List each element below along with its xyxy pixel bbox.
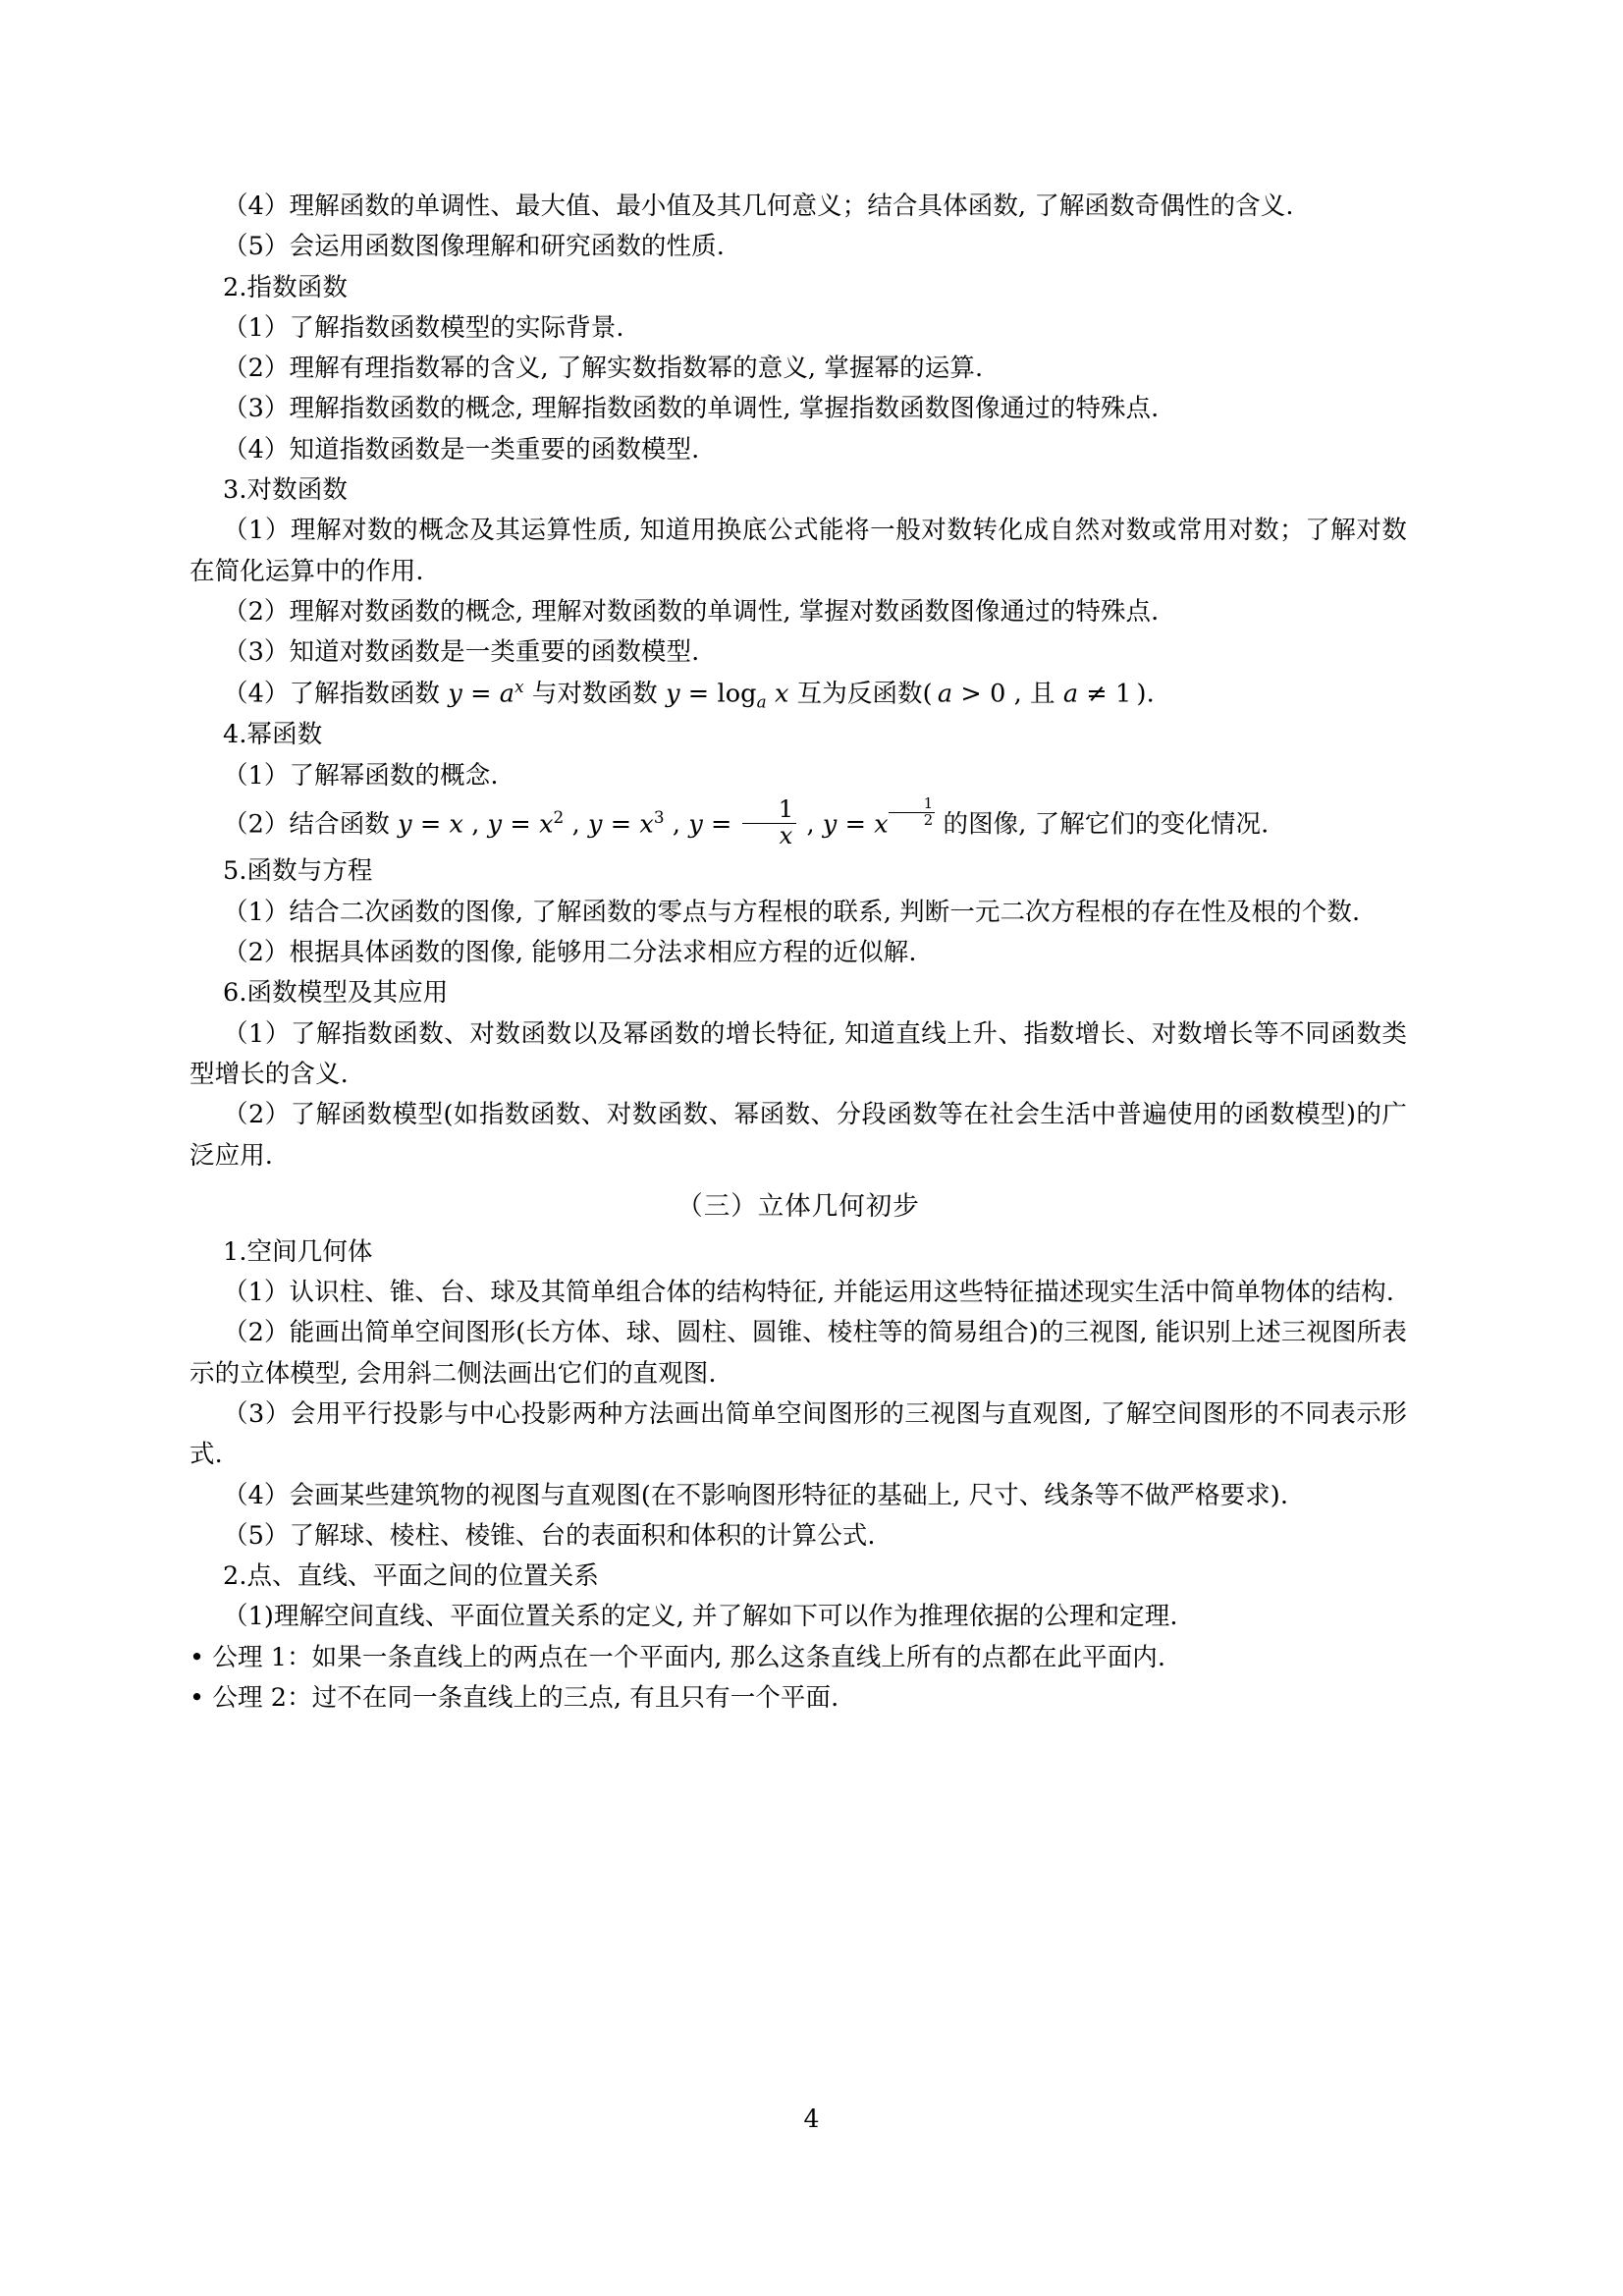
list-heading: 1.空间几何体 [223, 1236, 373, 1267]
paragraph: （4）知道指数函数是一类重要的函数模型. [223, 434, 700, 465]
paragraph: （3）理解指数函数的概念, 理解指数函数的单调性, 掌握指数函数图像通过的特殊点. [223, 394, 1160, 424]
list-heading: 2.点、直线、平面之间的位置关系 [223, 1561, 599, 1592]
list-heading: 4.幂函数 [223, 720, 323, 750]
paragraph: （3）会用平行投影与中心投影两种方法画出简单空间图形的三视图与直观图, 了解空间图形的不同表示形式. [189, 1398, 1407, 1470]
paragraph: （1）了解指数函数、对数函数以及幂函数的增长特征, 知道直线上升、指数增长、对数增长等不同函数类型增长的含义. [189, 1018, 1407, 1089]
list-heading: 6.函数模型及其应用 [223, 978, 449, 1009]
paragraph: （2）能画出简单空间图形(长方体、球、圆柱、圆锥、棱柱等的简易组合)的三视图, 能识别上述三视图所表示的立体模型, 会用斜二侧法画出它们的直观图. [189, 1318, 1407, 1389]
list-heading: 5.函数与方程 [223, 856, 373, 887]
paragraph: （1）了解幂函数的概念. [223, 760, 499, 791]
page-number: 4 [803, 2105, 820, 2133]
paragraph: （3）知道对数函数是一类重要的函数模型. [223, 637, 700, 668]
list-heading: 3.对数函数 [223, 475, 348, 506]
paragraph: （2）根据具体函数的图像, 能够用二分法求相应方程的近似解. [223, 938, 917, 968]
fraction-one-half-exponent: $\frac{1}{2}$ [889, 796, 936, 828]
bullet-item: • 公理 1：如果一条直线上的两点在一个平面内, 那么这条直线上所有的点都在此平面内. [189, 1642, 1166, 1672]
list-heading: 2.指数函数 [223, 272, 348, 302]
page-body [189, 187, 1407, 1719]
paragraph: （2）理解有理指数幂的含义, 了解实数指数幂的意义, 掌握幂的运算. [223, 354, 984, 384]
paragraph: （1）认识柱、锥、台、球及其简单组合体的结构特征, 并能运用这些特征描述现实生活中简单物体的结构. [223, 1278, 1394, 1308]
math-expr-log: y [666, 679, 680, 709]
paragraph: （2）了解函数模型(如指数函数、对数函数、幂函数、分段函数等在社会生活中普遍使用的函数模型)的广泛应用. [189, 1100, 1407, 1171]
paragraph: （4）理解函数的单调性、最大值、最小值及其几何意义；结合具体函数, 了解函数奇偶性的含义. [223, 191, 1294, 221]
math-line-prefix: （4）了解指数函数 [223, 679, 449, 709]
paragraph: （1）了解指数函数模型的实际背景. [223, 312, 624, 343]
paragraph: （1）理解对数的概念及其运算性质, 知道用换底公式能将一般对数转化成自然对数或常用对数；了解对数在简化运算中的作用. [189, 516, 1407, 586]
paragraph-with-math: （4）了解指数函数 $y = a^x$ 与对数函数 $y = \log_a x$ 互为反函数( a > 0 , 且 a ≠ 1 ). [223, 676, 1155, 712]
math-expr-exponential: y [448, 679, 462, 709]
section-title: （三）立体几何初步 [676, 1190, 920, 1222]
paragraph: （2）理解对数函数的概念, 理解对数函数的单调性, 掌握对数函数图像通过的特殊点. [223, 596, 1160, 627]
bullet-item: • 公理 2：过不在同一条直线上的三点, 有且只有一个平面. [189, 1683, 839, 1714]
fraction-one-over-x: $\frac{1}{x}$ [742, 797, 797, 848]
paragraph: （4）会画某些建筑物的视图与直观图(在不影响图形特征的基础上, 尺寸、线条等不做严格要求). [223, 1480, 1289, 1510]
paragraph: （1)理解空间直线、平面位置关系的定义, 并了解如下可以作为推理依据的公理和定理. [223, 1602, 1178, 1632]
paragraph: （5）了解球、棱柱、棱锥、台的表面积和体积的计算公式. [223, 1520, 876, 1551]
paragraph-with-math-powers: （2）结合函数 y = x , $y = x^2$ , $y = x^3$ , y = $\frac{1}{x}$ , y = x $\frac{1}{2}$ 的图像, 了解它们的变化情况. [223, 795, 1270, 849]
paragraph: （1）结合二次函数的图像, 了解函数的零点与方程根的联系, 判断一元二次方程根的存在性及根的个数. [223, 897, 1361, 927]
paragraph: （5）会运用函数图像理解和研究函数的性质. [223, 232, 725, 262]
